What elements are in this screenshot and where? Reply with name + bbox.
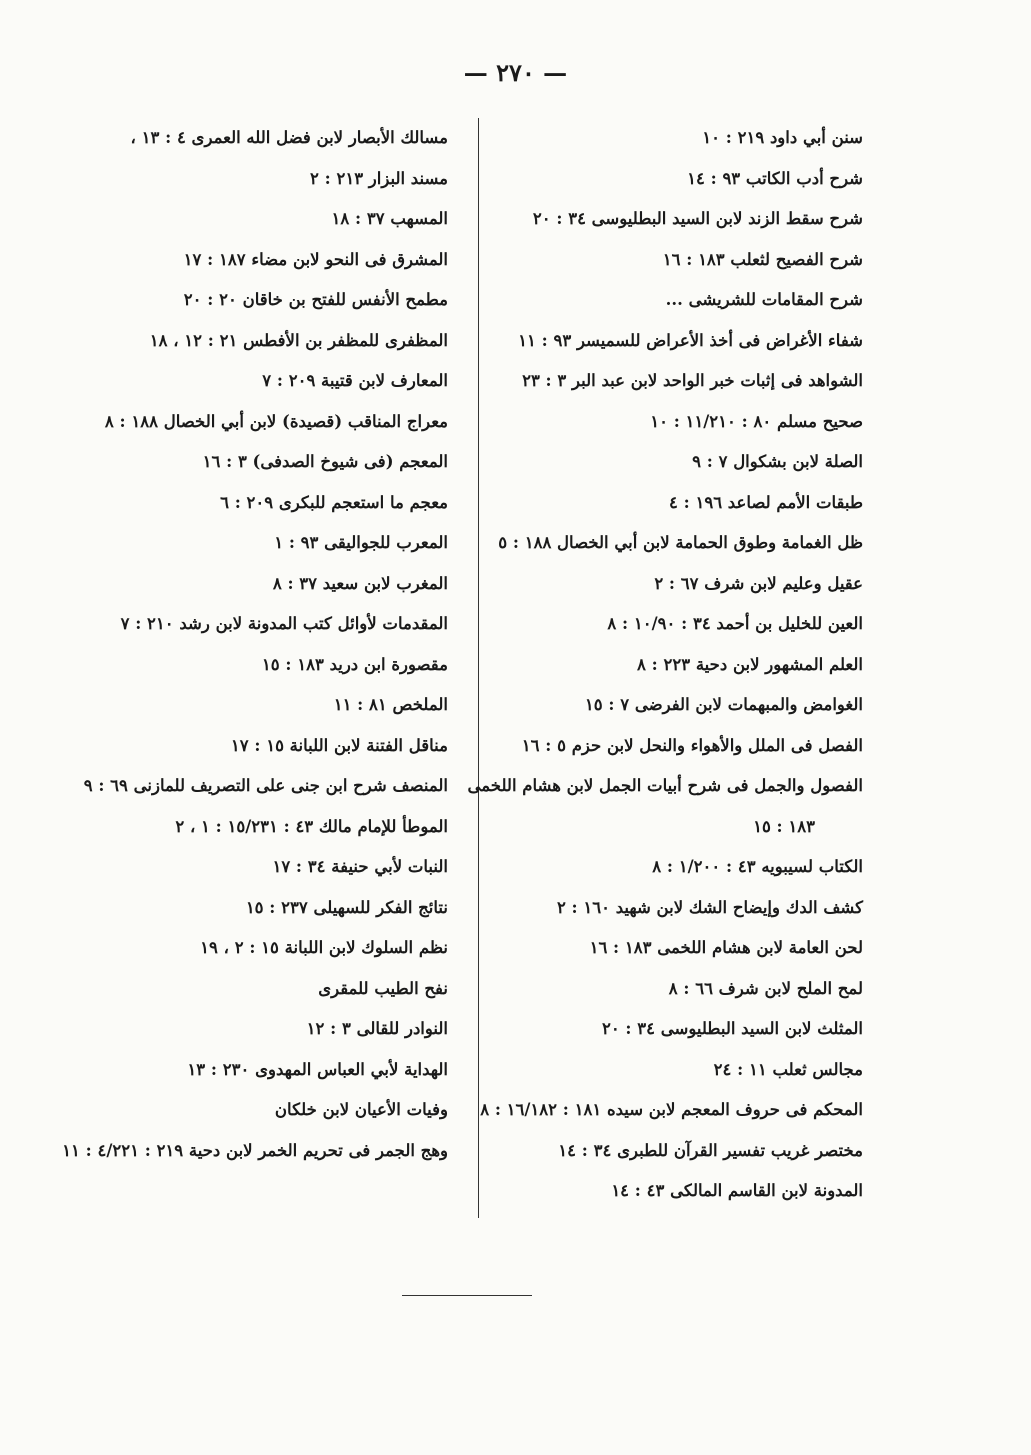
index-entry: عقيل وعليم لابن شرف ٦٧ : ٢ <box>654 573 863 593</box>
index-entry: نفح الطيب للمقرى <box>318 978 448 998</box>
index-entry: شرح سقط الزند لابن السيد البطليوسى ٣٤ : ٢٠ <box>532 209 863 228</box>
index-entry: الكتاب لسيبويه ٤٣ : ١/٢٠٠ : ٨ <box>652 857 863 876</box>
index-entry: المنصف شرح ابن جنى على التصريف للمازنى ٦٩ : ٩ <box>83 776 448 795</box>
index-entry: المدونة لابن القاسم المالكى ٤٣ : ١٤ <box>611 1181 863 1200</box>
index-entry: المظفرى للمظفر بن الأفطس ٢١ : ١٢ ، ١٨ <box>149 330 448 350</box>
index-entry: نظم السلوك لابن اللبانة ١٥ : ٢ ، ١٩ <box>200 938 448 957</box>
footer-rule <box>402 1295 532 1296</box>
index-entry: النوادر للقالى ٣ : ١٢ <box>306 1019 448 1038</box>
index-entry: العلم المشهور لابن دحية ٢٢٣ : ٨ <box>637 654 863 674</box>
column-divider <box>478 118 479 1218</box>
index-entry: الفصول والجمل فى شرح أبيات الجمل لابن هشام اللخمى <box>467 776 863 795</box>
index-entry: المسهب ٣٧ : ١٨ <box>331 209 448 228</box>
index-column-left <box>62 118 448 1171</box>
index-entry: ظل الغمامة وطوق الحمامة لابن أبي الخصال ١٨٨ : ٥ <box>498 533 863 552</box>
index-entry: المعرب للجواليقى ٩٣ : ١ <box>274 533 448 552</box>
index-entry: شرح المقامات للشريشى ... <box>665 290 863 309</box>
index-column-right <box>467 118 863 1212</box>
index-entry: النبات لأبي حنيفة ٣٤ : ١٧ <box>272 857 448 876</box>
index-entry: وفيات الأعيان لابن خلكان <box>274 1100 448 1119</box>
index-entry: المشرق فى النحو لابن مضاء ١٨٧ : ١٧ <box>183 249 448 269</box>
index-entry: العين للخليل بن أحمد ٣٤ : ١٠/٩٠ : ٨ <box>607 614 863 633</box>
index-entry: الفصل فى الملل والأهواء والنحل لابن حزم ٥ : ١٦ <box>521 735 863 755</box>
index-entry: المثلث لابن السيد البطليوسى ٣٤ : ٢٠ <box>601 1019 863 1038</box>
index-entry: مسند البزار ٢١٣ : ٢ <box>310 168 448 188</box>
index-entry: المعارف لابن قتيبة ٢٠٩ : ٧ <box>262 371 448 390</box>
index-entry: الموطأ للإمام مالك ٤٣ : ١٥/٢٣١ : ١ ، ٢ <box>175 816 448 836</box>
index-entry: سنن أبي داود ٢١٩ : ١٠ <box>702 128 863 147</box>
index-entry: الصلة لابن بشكوال ٧ : ٩ <box>692 452 863 471</box>
index-entry: الغوامض والمبهمات لابن الفرضى ٧ : ١٥ <box>584 695 863 714</box>
index-entry: كشف الدك وإيضاح الشك لابن شهيد ١٦٠ : ٢ <box>556 897 863 917</box>
index-entry: وهج الجمر فى تحريم الخمر لابن دحية ٢١٩ : ٤/٢٢١ : ١١ <box>62 1140 448 1160</box>
index-entry: المغرب لابن سعيد ٣٧ : ٨ <box>272 573 448 593</box>
index-entry: مقصورة ابن دريد ١٨٣ : ١٥ <box>261 654 448 674</box>
index-entry: مسالك الأبصار لابن فضل الله العمرى ٤ : ١٣ ، <box>130 128 448 147</box>
index-entry: شرح أدب الكاتب ٩٣ : ١٤ <box>687 168 863 188</box>
index-entry-continuation: ١٨٣ : ١٥ <box>753 816 815 836</box>
index-entry: المعجم (فى شيوخ الصدفى) ٣ : ١٦ <box>202 452 448 471</box>
index-entry: معراج المناقب (قصيدة) لابن أبي الخصال ١٨٨ : ٨ <box>104 411 448 431</box>
index-entry: شفاء الأغراض فى أخذ الأعراض للسميسر ٩٣ : ١١ <box>518 330 863 350</box>
index-entry: المحكم فى حروف المعجم لابن سيده ١٨١ : ١٦/١٨٢ : ٨ <box>480 1100 863 1119</box>
index-entry: شرح الفصيح لثعلب ١٨٣ : ١٦ <box>662 249 863 269</box>
index-entry: المقدمات لأوائل كتب المدونة لابن رشد ٢١٠ : ٧ <box>120 614 448 633</box>
index-entry: معجم ما استعجم للبكرى ٢٠٩ : ٦ <box>220 492 448 512</box>
index-entry: صحيح مسلم ٨٠ : ١١/٢١٠ : ١٠ <box>650 411 863 431</box>
index-entry: مختصر غريب تفسير القرآن للطبرى ٣٤ : ١٤ <box>558 1140 863 1160</box>
index-entry: الملخص ٨١ : ١١ <box>333 695 448 714</box>
index-entry: لحن العامة لابن هشام اللخمى ١٨٣ : ١٦ <box>589 938 863 957</box>
index-entry: مطمح الأنفس للفتح بن خاقان ٢٠ : ٢٠ <box>183 290 448 309</box>
index-entry: لمح الملح لابن شرف ٦٦ : ٨ <box>668 978 863 998</box>
index-entry: مناقل الفتنة لابن اللبانة ١٥ : ١٧ <box>230 735 448 755</box>
index-entry: الهداية لأبي العباس المهدوى ٢٣٠ : ١٣ <box>187 1059 448 1079</box>
index-entry: الشواهد فى إثبات خبر الواحد لابن عبد البر ٣ : ٢٣ <box>522 371 863 390</box>
index-entry: طبقات الأمم لصاعد ١٩٦ : ٤ <box>669 492 863 512</box>
index-entry: مجالس ثعلب ١١ : ٢٤ <box>713 1059 863 1079</box>
index-entry: نتائج الفكر للسهيلى ٢٣٧ : ١٥ <box>245 897 448 917</box>
page-number: — ٢٧٠ — <box>463 58 568 87</box>
